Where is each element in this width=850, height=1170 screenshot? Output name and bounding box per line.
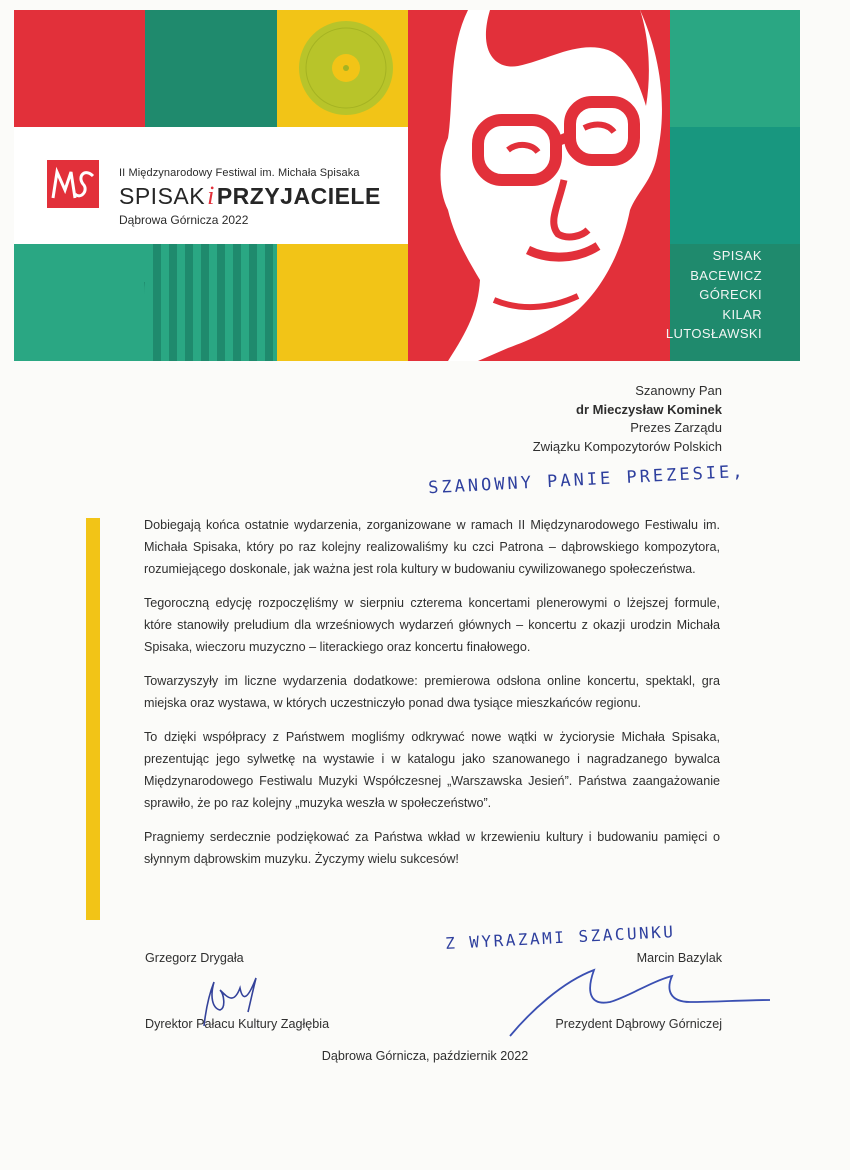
title-przyjaciele: PRZYJACIELE <box>216 183 381 209</box>
addressee-position: Prezes Zarządu <box>630 420 722 435</box>
vinyl-record-icon <box>277 10 408 127</box>
yellow-accent-bar <box>86 518 100 920</box>
logo-text <box>119 167 381 227</box>
right-green-block <box>670 127 800 244</box>
red-block <box>14 10 145 127</box>
composer-name: KILAR <box>722 306 762 322</box>
composer-portrait <box>408 10 670 361</box>
paragraph: To dzięki współpracy z Państwem mogliśmy odkrywać nowe wątki w życiorysie Michała Spisaka, prezentując jego sylwetkę na wystawie i w katalogu jako szanowanego i nagradzanego bywalca Międzynarodowego Festiwalu Muzyki Współczesnej „Warszawska Jesień”. Państwa zaangażowanie sprawiło, że po raz kolejny „muzyka weszła w społeczeństwo”. <box>144 730 720 810</box>
paragraph: Pragniemy serdecznie podziękować za Państwa wkład w krzewieniu kultury i budowaniu pamięci o słynnym dąbrowskim muzyku. Życzymy wielu sukcesów! <box>144 830 720 866</box>
paragraph: Towarzyszyły im liczne wydarzenia dodatkowe: premierowa odsłona online koncertu, spektakl, gra miejska oraz wystawa, w których uczestniczyło ponad dwa tysiące mieszkańców regionu. <box>144 674 720 710</box>
rounded-shape <box>14 244 145 361</box>
signatory-right-name: Marcin Bazylak <box>636 951 722 965</box>
paragraph: Dobiegają końca ostatnie wydarzenia, zorganizowane w ramach II Międzynarodowego Festiwalu im. Michała Spisaka, który po raz kolejny realizowaliśmy ku czci Patrona – dąbrowskiego kompozytora, rozumiejącego doskonale, jak ważna jest rola kultury w budowaniu cywilizowanego społeczeństwa. <box>144 518 720 576</box>
paragraph: Tegoroczną edycję rozpoczęliśmy w sierpniu czterema koncertami plenerowymi o lżejszej formule, które stanowiły preludium dla wrześniowych wydarzeń głównych – koncertu z okazji urodzin Michała Spisaka, wieczoru muzyczno – literackiego oraz koncertu finałowego. <box>144 596 720 654</box>
signatory-left-name: Grzegorz Drygała <box>145 951 244 965</box>
letter-body <box>144 514 720 882</box>
festival-title <box>119 181 381 211</box>
addressee-organization: Związku Kompozytorów Polskich <box>532 438 722 454</box>
title-spisak: SPISAK <box>119 183 206 209</box>
signatory-right-title: Prezydent Dąbrowy Górniczej <box>555 1017 722 1031</box>
festival-logo-mark <box>47 160 99 208</box>
signatory-left-title: Dyrektor Pałacu Kultury Zagłębia <box>145 1017 330 1031</box>
handwritten-salutation: SZANOWNY PANIE PREZESIE, <box>427 461 746 499</box>
addressee-name: dr Mieczysław Kominek <box>576 401 722 417</box>
stripes-pattern <box>145 244 277 361</box>
composer-name: BACEWICZ <box>690 267 762 283</box>
composer-names <box>654 246 762 344</box>
composer-name: SPISAK <box>712 248 762 263</box>
festival-location-year: Dąbrowa Górnicza 2022 <box>119 213 249 227</box>
green-block <box>145 10 277 127</box>
composer-name: GÓRECKI <box>699 287 762 302</box>
place-and-date: Dąbrowa Górnicza, październik 2022 <box>321 1049 529 1063</box>
addressee-greeting: Szanowny Pan <box>635 383 722 398</box>
festival-subtitle: II Międzynarodowy Festiwal im. Michała Spisaka <box>119 167 360 179</box>
addressee-block <box>533 382 722 456</box>
composer-name: LUTOSŁAWSKI <box>665 326 762 341</box>
title-i: i <box>207 181 215 210</box>
bottom-yellow-block <box>277 244 408 361</box>
handwritten-closing: Z WYRAZAMI SZACUNKU <box>444 921 676 954</box>
right-teal-block <box>670 10 800 127</box>
